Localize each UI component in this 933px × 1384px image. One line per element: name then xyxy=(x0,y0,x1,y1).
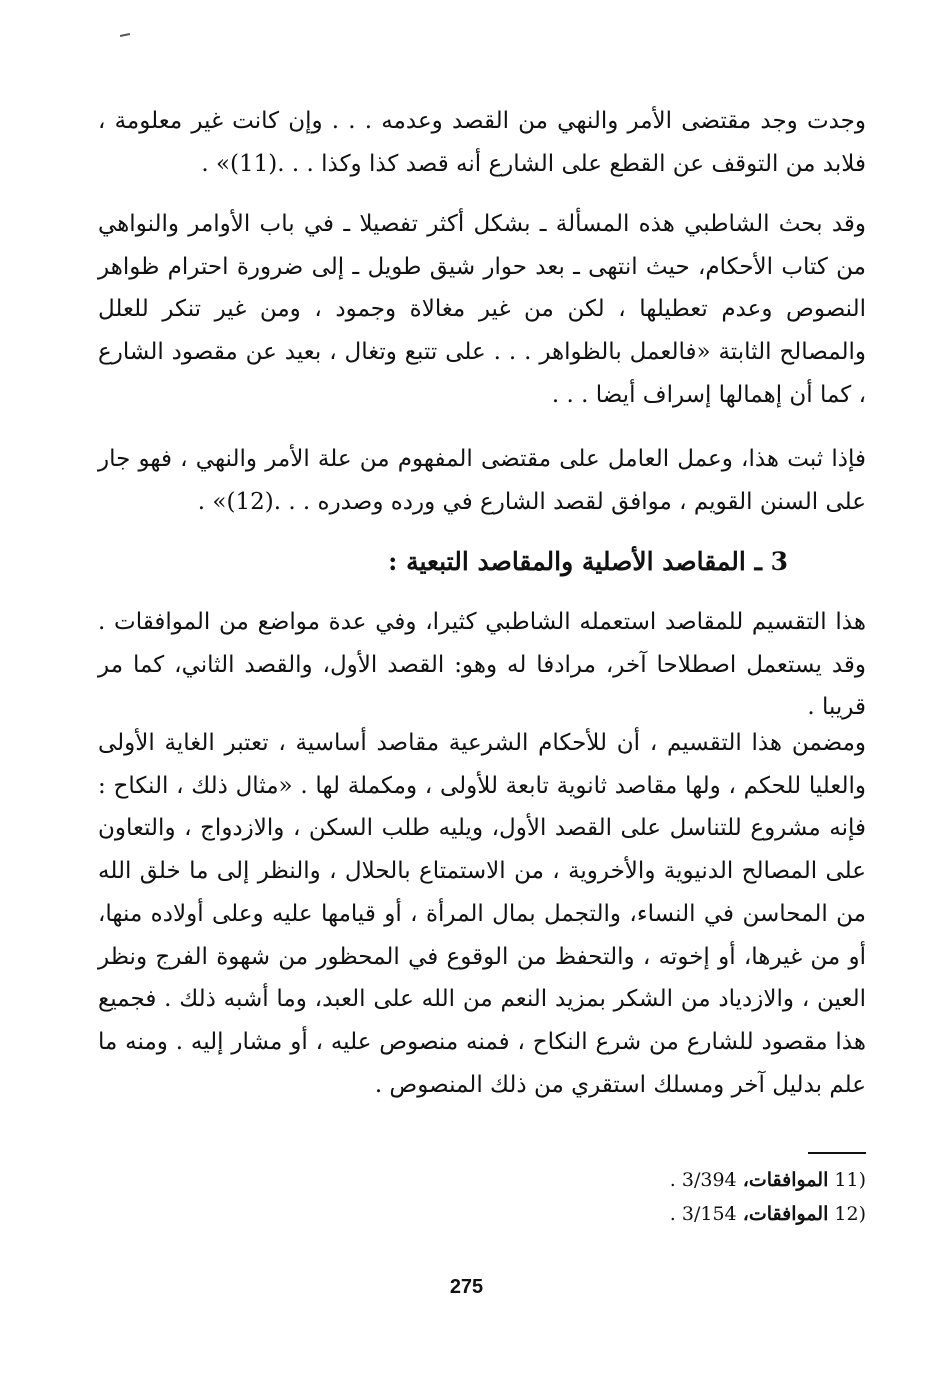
footnote-number: 12) xyxy=(834,1203,866,1225)
footnote-end: . xyxy=(669,1203,676,1225)
paragraph-2: وقد بحث الشاطبي هذه المسألة ـ بشكل أكثر تفصيلا ـ في باب الأوامر والنواهي من كتاب الأحكام، حيث انتهى ـ بعد حوار شيق طويل ـ إلى ضرورة احترام ظواهر النصوص وعدم تعطيلها ، لكن من غير مغالاة وجمود ، ومن غير تنكر للعلل والمصالح الثابتة «فالعمل بالظواهر . . . على تتبع وتغال ، بعيد عن مقصود الشارع ، كما أن إهمالها إسراف أيضا . . . xyxy=(98,211,866,408)
footnote-divider xyxy=(808,1152,866,1154)
footnotes xyxy=(400,1163,866,1231)
body-text xyxy=(98,203,866,417)
body-text xyxy=(98,438,866,523)
footnote-volume: 3/154 xyxy=(681,1203,737,1225)
footnote-end: . xyxy=(669,1169,676,1191)
paragraph-4: هذا التقسيم للمقاصد استعمله الشاطبي كثيرا، وفي عدة مواضع من الموافقات . وقد يستعمل اصطلاحا آخر، مرادفا له وهو: القصد الأول، والقصد الثاني، كما مر قريبا . xyxy=(98,609,866,721)
footnote-12 xyxy=(400,1197,866,1231)
page-number: 275 xyxy=(449,1276,484,1298)
footnote-source: الموافقات، xyxy=(742,1169,829,1191)
section-heading: 3 ـ المقاصد الأصلية والمقاصد التبعية : xyxy=(388,547,788,576)
paragraph-5: ومضمن هذا التقسيم ، أن للأحكام الشرعية مقاصد أساسية ، تعتبر الغاية الأولى والعليا للحكم ، ولها مقاصد ثانوية تابعة للأولى ، ومكملة لها . «مثال ذلك ، النكاح : فإنه مشروع للتناسل على القصد الأول، ويليه طلب السكن ، والازدواج ، والتعاون على المصالح الدنيوية والأخروية ، من الاستمتاع بالحلال ، والنظر إلى ما خلق الله من المحاسن في النساء، والتجمل بمال المرأة ، أو قيامها عليه وعلى أولاده منها، أو من غيرها، أو إخوته ، والتحفظ من الوقوع في المحظور من شهوة الفرج ونظر العين ، والازدياد من الشكر بمزيد النعم من الله على العبد، وما أشبه ذلك . فجميع هذا مقصود للشارع من شرع النكاح ، فمنه منصوص عليه ، أو مشار إليه . ومنه ما علم بدليل آخر ومسلك استقري من ذلك المنصوص . xyxy=(98,730,866,1098)
footnote-11 xyxy=(400,1163,866,1197)
footnote-number: 11) xyxy=(834,1169,866,1191)
paragraph-1: وجدت وجد مقتضى الأمر والنهي من القصد وعدمه . . . وإن كانت غير معلومة ، فلابد من التوقف عن القطع على الشارع أنه قصد كذا وكذا . . .(11)» . xyxy=(98,108,866,177)
body-text xyxy=(98,601,866,729)
footnote-source: الموافقات، xyxy=(742,1203,829,1225)
body-text xyxy=(98,100,866,185)
scan-mark xyxy=(120,33,130,37)
footnote-volume: 3/394 xyxy=(681,1169,737,1191)
body-text xyxy=(98,722,866,1106)
paragraph-3: فإذا ثبت هذا، وعمل العامل على مقتضى المفهوم من علة الأمر والنهي ، فهو جار على السنن القويم ، موافق لقصد الشارع في ورده وصدره . . .(12)» . xyxy=(98,446,866,515)
